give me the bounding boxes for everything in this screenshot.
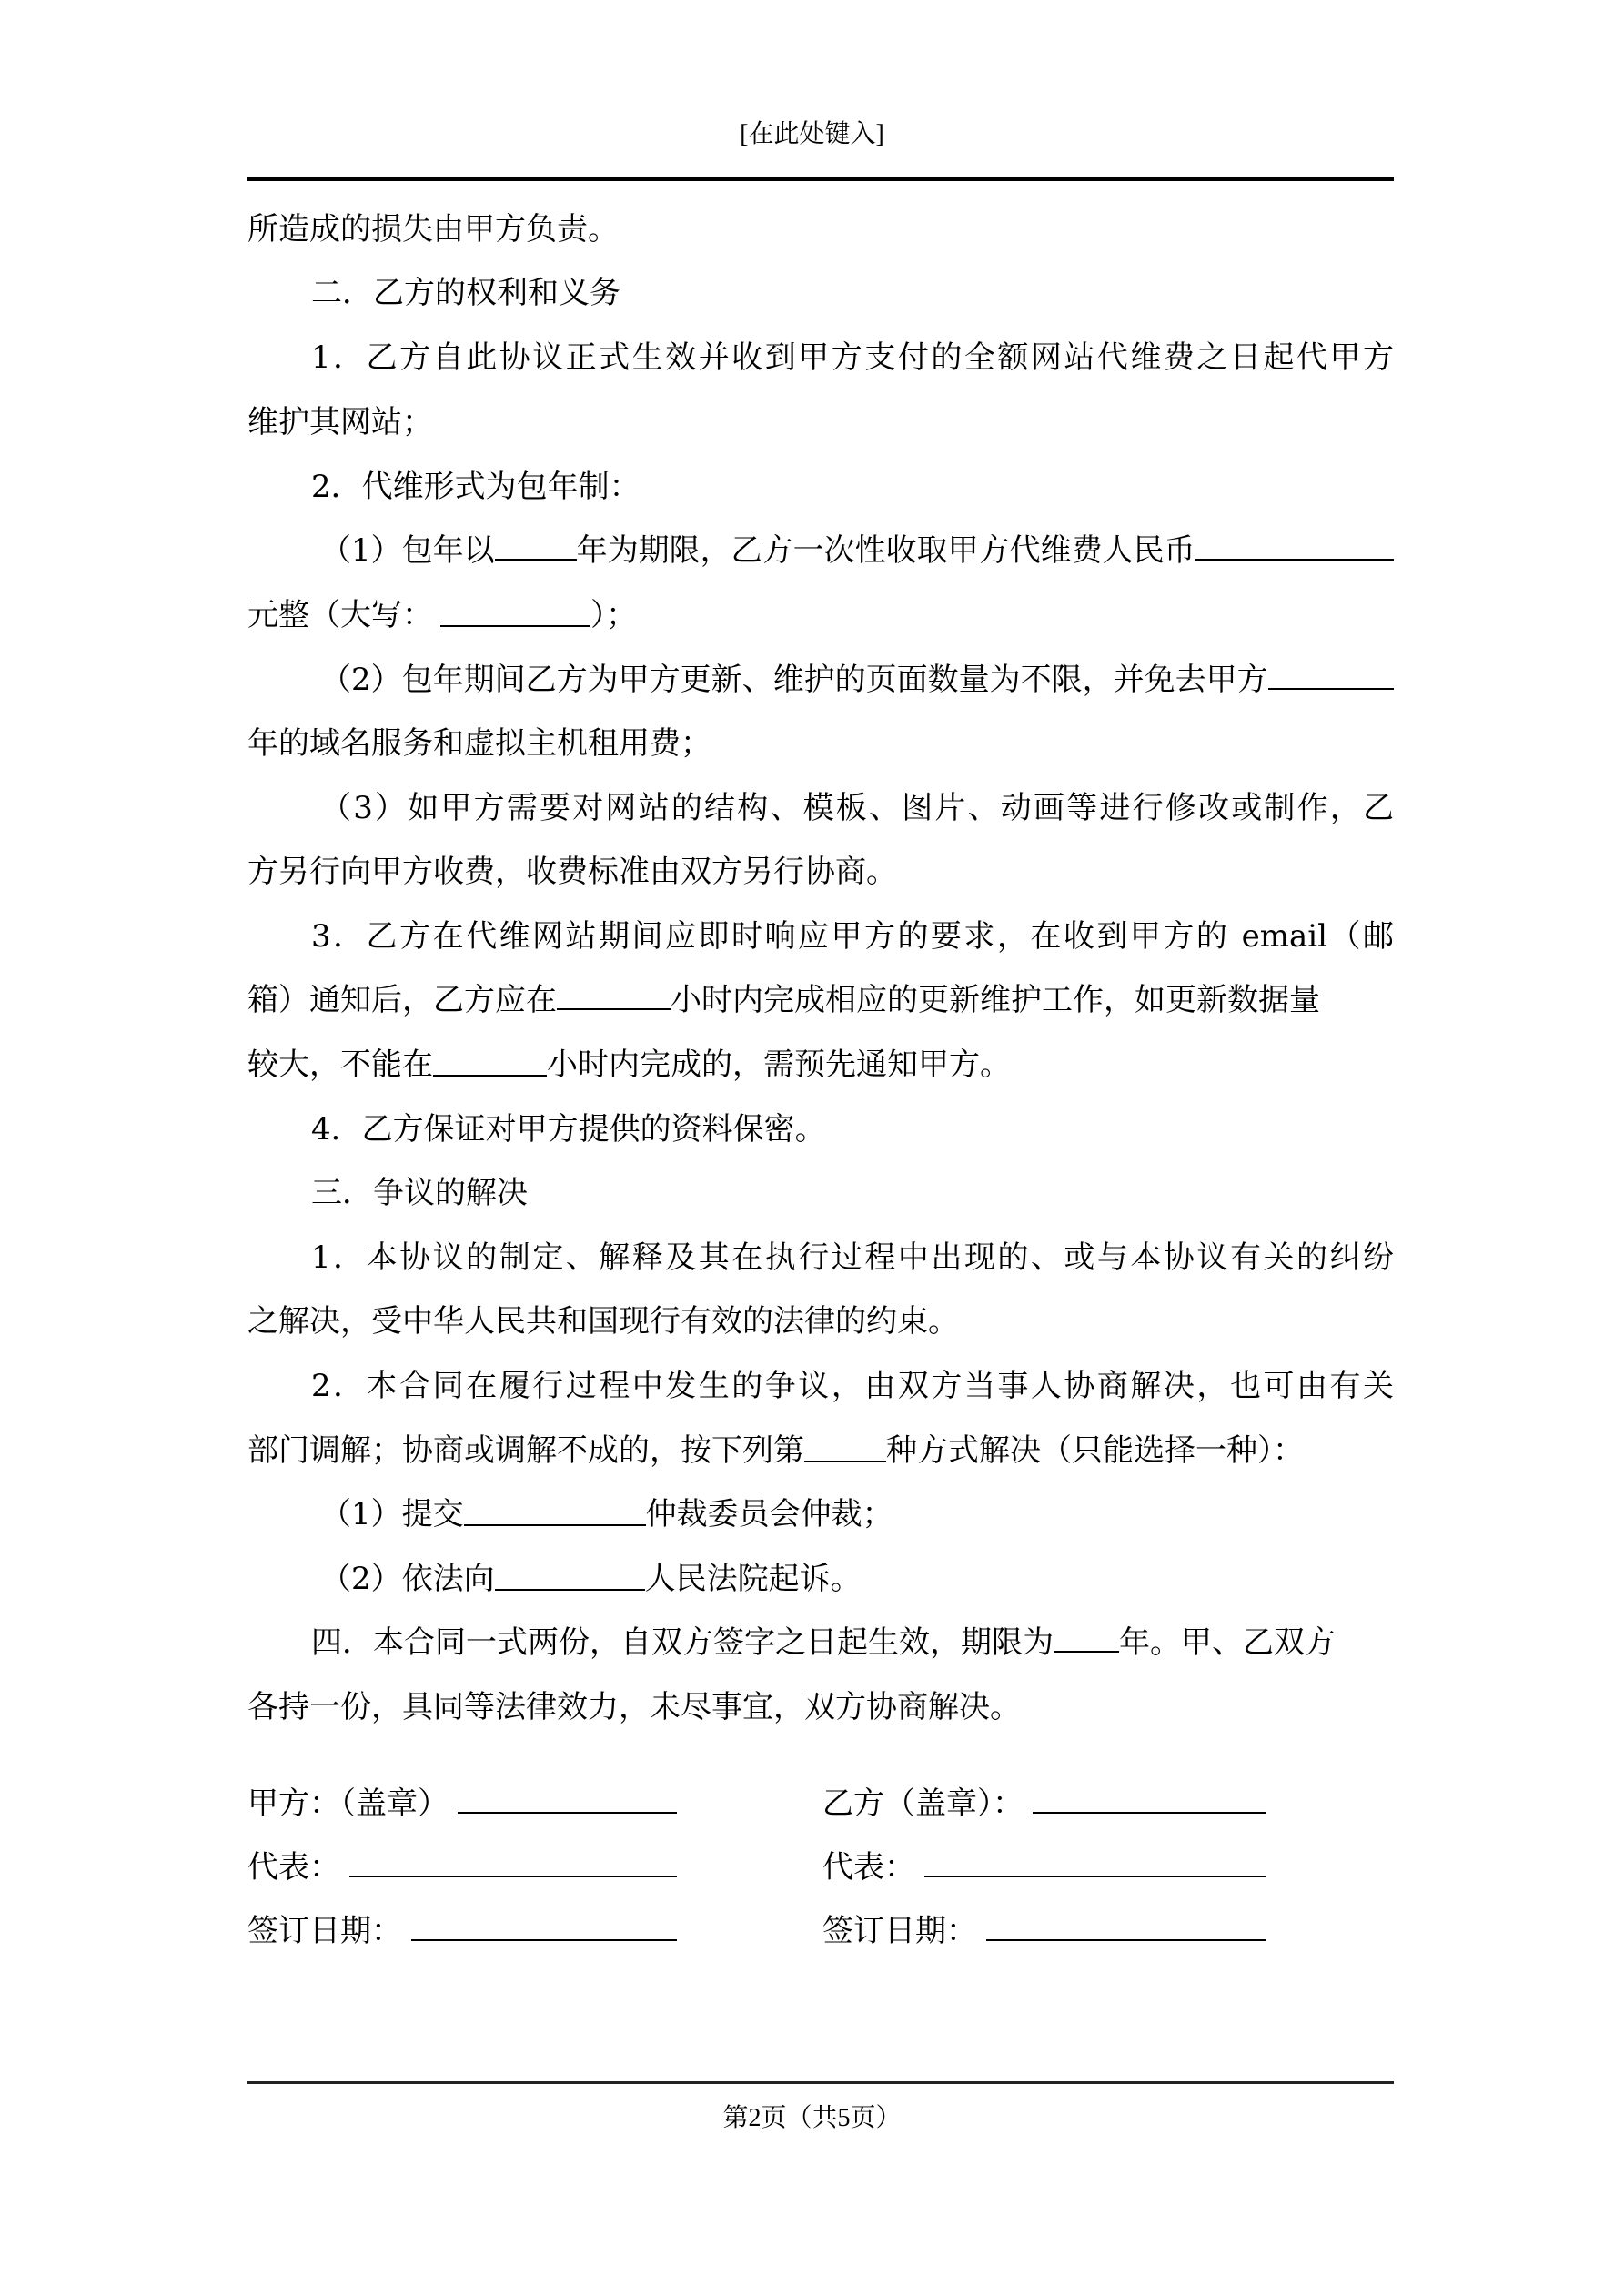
party-b-rep-field[interactable] [924,1848,1266,1877]
paragraph-line [247,1431,1394,1471]
paragraph-line: 1．乙方自此协议正式生效并收到甲方支付的全额网站代维费之日起代甲方 [311,339,1394,376]
paragraph-line: 年的域名服务和虚拟主机租用费； [247,725,711,762]
text-fragment: （1）包年以 [320,532,495,569]
paragraph-line: 2．代维形式为包年制： [311,469,641,505]
arbitration-committee-blank-field[interactable] [464,1497,646,1526]
paragraph-line [320,660,1394,700]
text-fragment: （1）提交 [320,1496,464,1532]
paragraph-line [311,1623,1394,1663]
text-fragment: 年。甲、乙双方 [1119,1624,1336,1661]
paragraph-line: 2．本合同在履行过程中发生的争议，由双方当事人协商解决，也可由有关 [311,1368,1394,1404]
section-heading-2: 二．乙方的权利和义务 [311,275,620,311]
text-fragment: 小时内完成的，需预先通知甲方。 [547,1047,1011,1083]
party-a-seal-field[interactable] [458,1785,677,1814]
header-divider [247,177,1394,181]
paragraph-line [247,980,1394,1020]
paragraph-line: 之解决，受中华人民共和国现行有效的法律的约束。 [247,1303,959,1340]
party-a-rep-label: 代表： [247,1849,340,1886]
max-hours-blank-field[interactable] [433,1047,547,1077]
text-fragment: 仲裁委员会仲裁； [645,1496,893,1532]
party-a-seal-label: 甲方：（盖章） [247,1785,449,1822]
paragraph-line: 1．本协议的制定、解释及其在执行过程中出现的、或与本协议有关的纠纷 [311,1239,1394,1276]
party-b-date-field[interactable] [986,1912,1266,1941]
text-fragment: 较大，不能在 [247,1047,433,1083]
paragraph-line: 方另行向甲方收费，收费标准由双方另行协商。 [247,854,897,890]
party-b-seal-field[interactable] [1033,1785,1266,1814]
term-years-blank-field[interactable] [1054,1623,1119,1653]
party-b-date-row [822,1911,1266,1951]
party-a-date-row [247,1911,677,1951]
party-a-seal-row [247,1784,677,1824]
text-fragment: 元整（大写： [247,597,433,633]
method-number-blank-field[interactable] [804,1433,886,1462]
court-blank-field[interactable] [495,1562,645,1591]
text-fragment: 小时内完成相应的更新维护工作，如更新数据量 [671,982,1320,1018]
page-header[interactable]: [在此处键入] [740,120,884,148]
paragraph-line [247,595,1394,635]
footer-divider [247,2081,1394,2084]
response-hours-blank-field[interactable] [557,981,671,1010]
party-a-rep-row [247,1847,677,1887]
paragraph-line [247,1045,1394,1085]
paragraph-line [320,1559,1394,1599]
party-b-seal-row [822,1784,1266,1824]
paragraph-line [320,1494,1394,1534]
party-a-rep-field[interactable] [349,1848,677,1877]
paragraph-line [320,531,1394,571]
party-b-rep-label: 代表： [822,1849,915,1886]
text-fragment: 年为期限，乙方一次性收取甲方代维费人民币 [576,532,1195,569]
page-number: 第2页（共5页） [722,2104,902,2132]
domain-years-blank-field[interactable] [1268,661,1394,690]
text-fragment: （2）包年期间乙方为甲方更新、维护的页面数量为不限，并免去甲方 [320,662,1268,698]
party-b-seal-label: 乙方（盖章）： [822,1785,1024,1822]
text-fragment: ）； [590,597,637,633]
party-b-rep-row [822,1847,1266,1887]
paragraph-line: 所造成的损失由甲方负责。 [247,211,619,248]
section-heading-3: 三．争议的解决 [311,1175,528,1211]
text-fragment: 箱）通知后，乙方应在 [247,982,557,1018]
party-a-date-field[interactable] [411,1912,677,1941]
paragraph-line: 维护其网站； [247,404,433,440]
text-fragment: 部门调解；协商或调解不成的，按下列第 [247,1432,804,1469]
text-fragment: （2）依法向 [320,1561,495,1597]
text-fragment: 种方式解决（只能选择一种）： [886,1432,1304,1469]
paragraph-line: 3．乙方在代维网站期间应即时响应甲方的要求，在收到甲方的 email（邮 [311,918,1394,955]
fee-amount-blank-field[interactable] [1195,531,1394,561]
party-b-date-label: 签订日期： [822,1913,977,1949]
text-fragment: 人民法院起诉。 [644,1561,862,1597]
paragraph-line: （3）如甲方需要对网站的结构、模板、图片、动画等进行修改或制作，乙 [320,790,1394,826]
party-a-date-label: 签订日期： [247,1913,402,1949]
text-fragment: 四．本合同一式两份，自双方签字之日起生效，期限为 [311,1624,1054,1661]
fee-capital-blank-field[interactable] [440,598,590,627]
paragraph-line: 4．乙方保证对甲方提供的资料保密。 [311,1111,826,1148]
paragraph-line: 各持一份，具同等法律效力，未尽事宜，双方协商解决。 [247,1689,1021,1725]
years-blank-field[interactable] [495,531,577,561]
